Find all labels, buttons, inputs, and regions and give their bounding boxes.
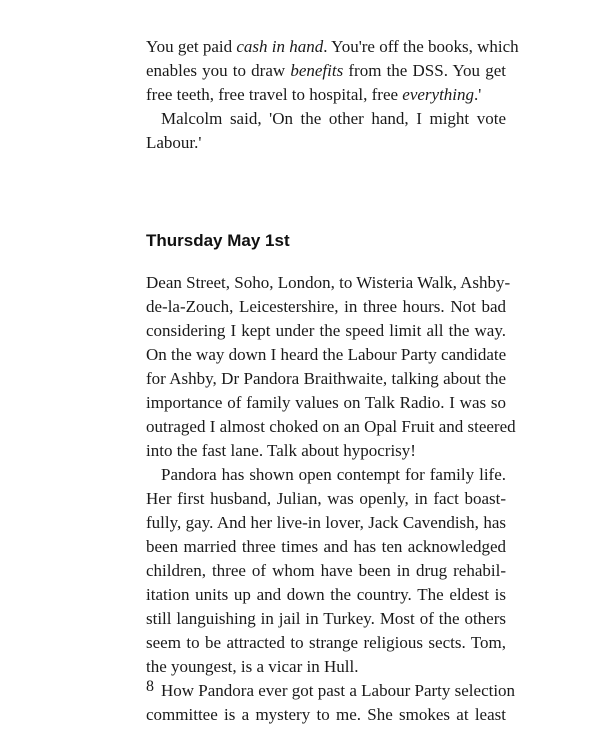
diary-entry-heading: Thursday May 1st bbox=[146, 231, 290, 250]
text-line: into the fast lane. Talk about hypocrisy! bbox=[146, 441, 416, 460]
text-line: Labour.' bbox=[146, 133, 202, 152]
diary-entry-body bbox=[146, 271, 516, 727]
text-line bbox=[146, 35, 519, 59]
text-line: children, three of whom have been in drug rehabil- bbox=[146, 561, 506, 580]
continued-paragraph bbox=[146, 35, 519, 155]
text-line: the youngest, is a vicar in Hull. bbox=[146, 657, 359, 676]
text-line: importance of family values on Talk Radio. I was so bbox=[146, 393, 506, 412]
italic-text: benefits bbox=[290, 61, 344, 80]
italic-text: cash in hand bbox=[236, 37, 324, 56]
text-line: for Ashby, Dr Pandora Braithwaite, talking about the bbox=[146, 369, 506, 388]
text-line: outraged I almost choked on an Opal Fruit and steered bbox=[146, 417, 516, 436]
text-run: free teeth, free travel to hospital, free bbox=[146, 85, 403, 104]
text-line bbox=[146, 83, 506, 107]
text-line: How Pandora ever got past a Labour Party selection bbox=[161, 681, 516, 700]
text-line: Pandora has shown open contempt for family life. bbox=[161, 465, 506, 484]
text-line: Dean Street, Soho, London, to Wisteria Walk, Ashby- bbox=[146, 273, 511, 292]
text-run: . You're off the books, which bbox=[323, 37, 519, 56]
text-run: enables you to draw bbox=[146, 61, 291, 80]
text-line: been married three times and has ten acknowledged bbox=[146, 537, 506, 556]
text-line: de-la-Zouch, Leicestershire, in three hours. Not bad bbox=[146, 297, 506, 316]
text-line: fully, gay. And her live-in lover, Jack Cavendish, has bbox=[146, 513, 506, 532]
text-run: You get paid bbox=[146, 37, 237, 56]
text-run: from the DSS. You get bbox=[343, 61, 506, 80]
text-line: still languishing in jail in Turkey. Most of the others bbox=[146, 609, 506, 628]
text-line: itation units up and down the country. The eldest is bbox=[146, 585, 506, 604]
text-line bbox=[146, 59, 506, 83]
italic-text: everything bbox=[402, 85, 475, 104]
text-line: On the way down I heard the Labour Party candidate bbox=[146, 345, 507, 364]
text-line: considering I kept under the speed limit all the way. bbox=[146, 321, 506, 340]
text-line: Malcolm said, 'On the other hand, I might vote bbox=[161, 109, 506, 128]
page-number: 8 bbox=[146, 678, 154, 695]
text-line: committee is a mystery to me. She smokes at least bbox=[146, 705, 506, 724]
text-line: seem to be attracted to strange religious sects. Tom, bbox=[146, 633, 506, 652]
text-line: Her first husband, Julian, was openly, in fact boast- bbox=[146, 489, 506, 508]
text-run: .' bbox=[474, 85, 482, 104]
